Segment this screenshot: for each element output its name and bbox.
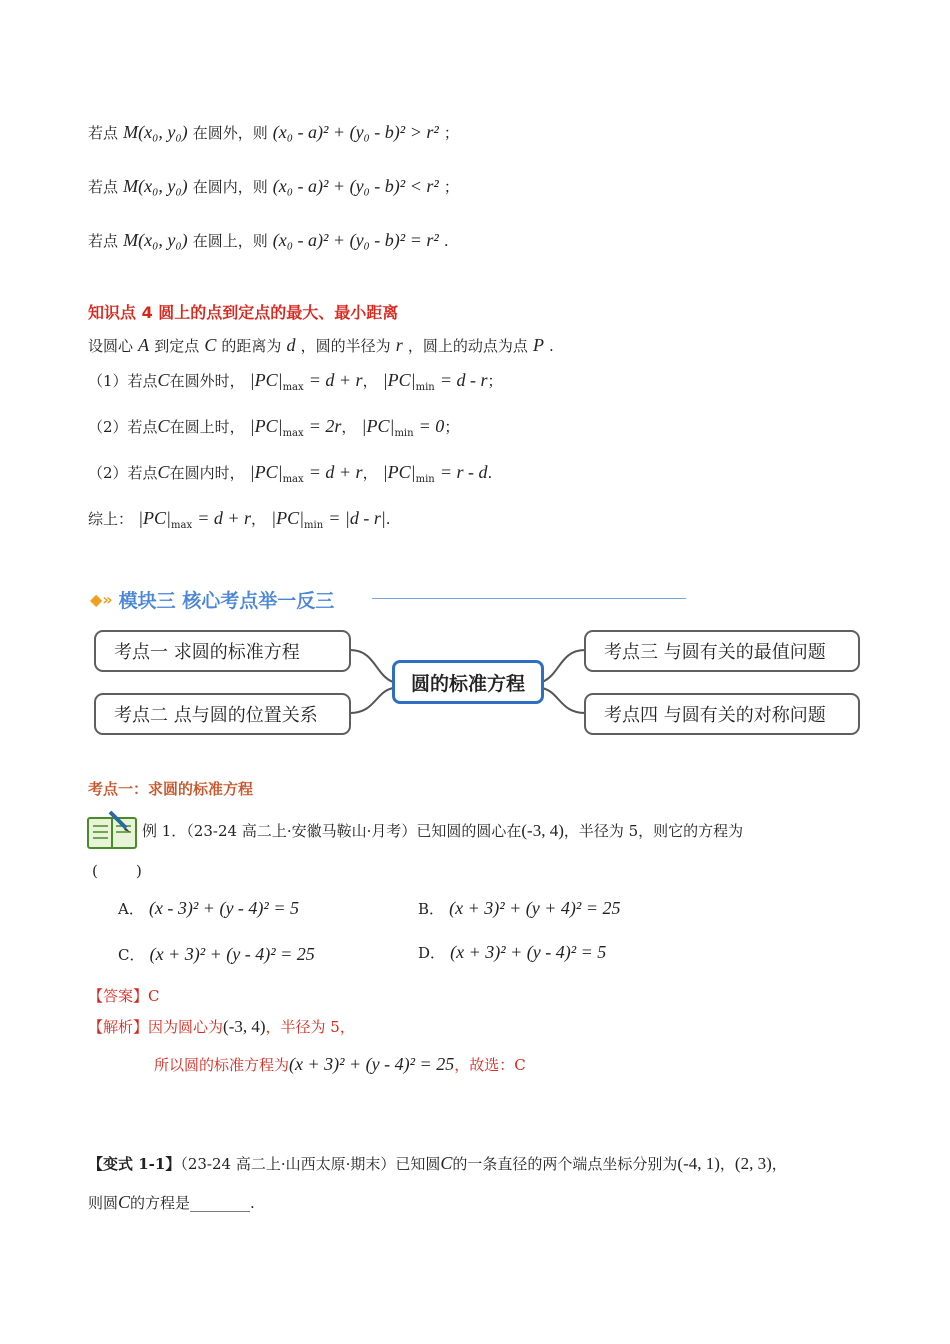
kp4-intro: 设圆心 A 到定点 C 的距离为 d ，圆的半径为 r ，圆上的动点为点 P . (88, 335, 554, 355)
mindmap-node-kaodian3: 考点三 与圆有关的最值问题 (584, 630, 860, 672)
book-pencil-icon (86, 808, 140, 852)
condition-outside: 若点 M(x₀, y₀) 在圆外，则 (x₀ - a)² + (y₀ - b)² > r² ； (88, 122, 459, 142)
kp4-case-outside: （1）若点C在圆外时， $|PC|_{max} = d + r$， $|PC|_{min} = d - r$； (88, 370, 503, 394)
module-divider (372, 598, 686, 599)
mindmap-center-node: 圆的标准方程 (392, 660, 544, 704)
mindmap-node-kaodian1: 考点一 求圆的标准方程 (94, 630, 351, 672)
condition-on: 若点 M(x₀, y₀) 在圆上，则 (x₀ - a)² + (y₀ - b)² = r² . (88, 230, 449, 250)
kp4-case-on: （2）若点C在圆上时， $|PC|_{max} = 2r$， $|PC|_{min} = 0$； (88, 416, 460, 440)
kp4-case-inside: （2）若点C在圆内时， $|PC|_{max} = d + r$， $|PC|_{min} = r - d$. (88, 462, 493, 486)
variant-line2: 则圆C的方程是________. (88, 1192, 255, 1212)
kp4-title: 知识点 4 圆上的点到定点的最大、最小距离 (88, 303, 399, 322)
option-c: C． (x + 3)² + (y - 4)² = 25 (118, 944, 315, 964)
mindmap-node-kaodian2: 考点二 点与圆的位置关系 (94, 693, 351, 735)
kp4-summary: 综上： $|PC|_{max} = d + r$， $|PC|_{min} = |d - r|$. (88, 508, 391, 532)
answer-blank[interactable]: ________ (190, 1194, 251, 1212)
double-chevron-icon: ◆» (90, 590, 113, 609)
module-header: ◆» 模块三 核心考点举一反三 (90, 590, 335, 612)
mindmap-node-kaodian4: 考点四 与圆有关的对称问题 (584, 693, 860, 735)
analysis-line1: 【解析】因为圆心为(-3, 4)，半径为 5， (88, 1017, 355, 1036)
option-b: B． (x + 3)² + (y + 4)² = 25 (418, 898, 621, 918)
answer: 【答案】C (88, 987, 160, 1005)
analysis-line2: 所以圆的标准方程为(x + 3)² + (y - 4)² = 25，故选：C (154, 1054, 526, 1074)
option-a: A． (x - 3)² + (y - 4)² = 5 (118, 898, 299, 918)
section-title: 考点一：求圆的标准方程 (88, 780, 254, 798)
condition-inside: 若点 M(x₀, y₀) 在圆内，则 (x₀ - a)² + (y₀ - b)² < r² ； (88, 176, 459, 196)
example1-blank: ( ) (92, 862, 142, 880)
example1-question: 例 1．（23-24 高二上·安徽马鞍山·月考）已知圆的圆心在(-3, 4)，半径为 5，则它的方程为 (142, 821, 744, 840)
variant-line1: 【变式 1-1】（23-24 高二上·山西太原·期末）已知圆C的一条直径的两个端点坐标分别为(-4, 1)，(2, 3)， (88, 1153, 787, 1173)
option-d: D． (x + 3)² + (y - 4)² = 5 (418, 942, 607, 962)
